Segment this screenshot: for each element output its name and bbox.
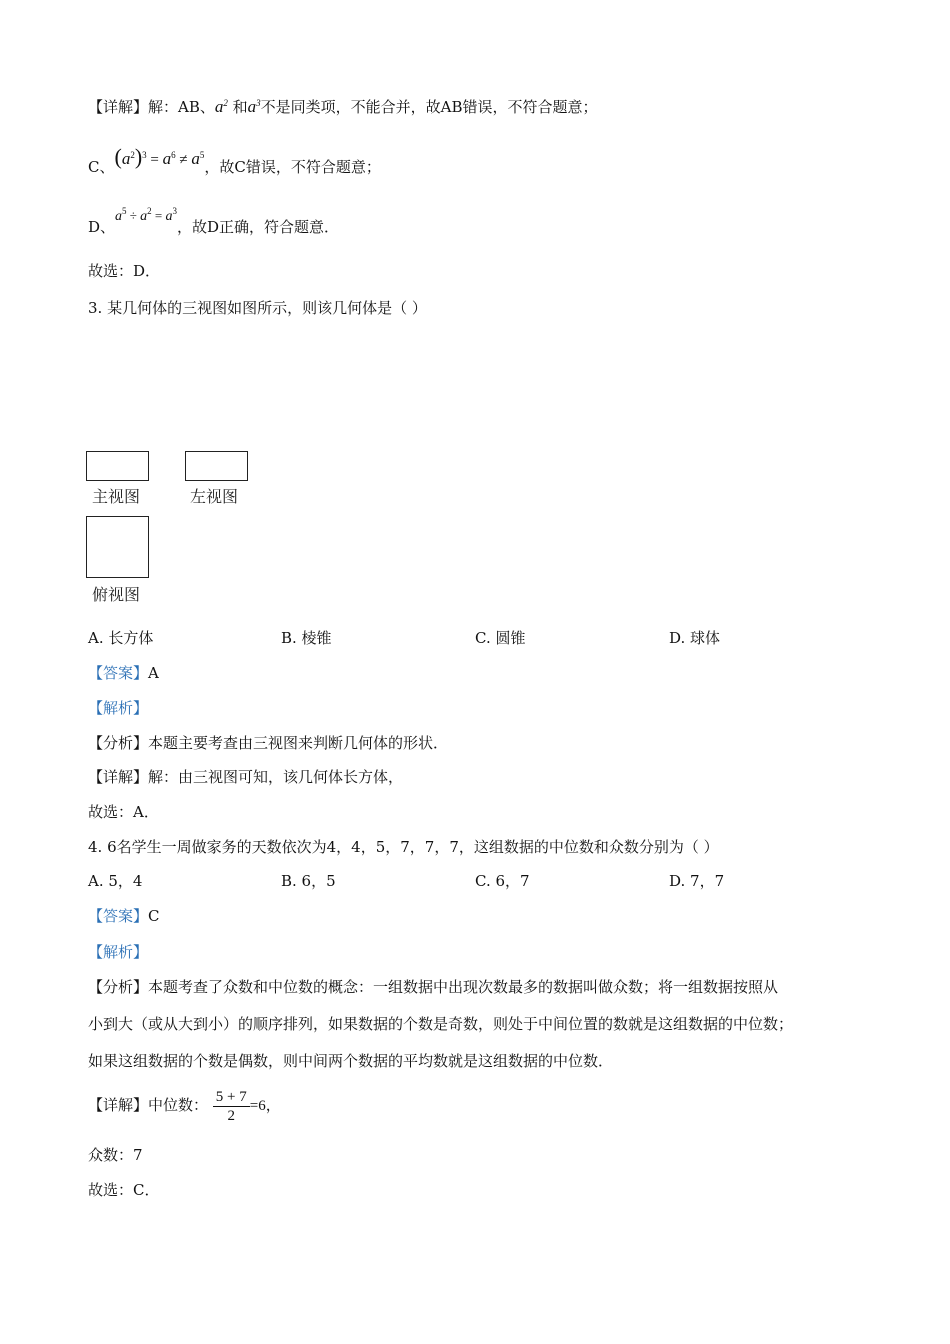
- q3-option-c: C. 圆锥: [475, 629, 526, 647]
- q4-answer-line: [88, 905, 160, 927]
- q4-detail-prefix: 【详解】中位数：: [88, 1096, 209, 1114]
- q4-option-b: B. 6，5: [281, 872, 336, 890]
- q2-option-c-suffix: ，故C错误，不符合题意；: [204, 158, 381, 176]
- q2-detail-line2: [88, 144, 381, 179]
- top-view-caption: 俯视图: [92, 585, 141, 604]
- q2-detail-line1: [88, 92, 598, 118]
- math-a2: $a^2$: [214, 97, 228, 116]
- q4-option-d: D. 7，7: [669, 872, 725, 890]
- front-view-rectangle: [86, 451, 149, 481]
- fraction-result: =6，: [249, 1098, 281, 1114]
- fraction-numerator: 5 + 7: [213, 1088, 250, 1107]
- math-division-expr: $a^5 \div a^2 = a^3$: [115, 206, 178, 224]
- fraction-denominator: 2: [227, 1107, 236, 1124]
- q3-analysis: 【分析】本题主要考查由三视图来判断几何体的形状．: [88, 734, 449, 752]
- q2-detail-text-c: 不是同类项，不能合并，故AB错误，不符合题意；: [260, 98, 598, 116]
- q4-mode: 众数：7: [88, 1146, 143, 1164]
- q2-option-c-prefix: C、: [88, 158, 115, 176]
- q4-analysis-line3: 如果这组数据的个数是偶数，则中间两个数据的平均数就是这组数据的中位数．: [88, 1052, 614, 1070]
- median-fraction: [213, 1088, 250, 1125]
- q2-option-d-prefix: D、: [88, 218, 116, 236]
- q4-option-a: A. 5，4: [88, 872, 143, 890]
- front-view-caption: 主视图: [92, 487, 141, 506]
- q4-analysis-line2: 小到大（或从大到小）的顺序排列，如果数据的个数是奇数，则处于中间位置的数就是这组数据的中位数；: [88, 1015, 794, 1033]
- q4-analysis-line1: 【分析】本题考查了众数和中位数的概念：一组数据中出现次数最多的数据叫做众数；将一组数据按照从: [88, 978, 779, 996]
- q2-detail-text-a: 【详解】解：AB、: [88, 98, 215, 116]
- q2-detail-line3: [88, 206, 340, 240]
- q3-answer-label: 【答案】: [88, 664, 149, 682]
- q3-analysis-label: 【解析】: [88, 699, 149, 717]
- q3-answer-line: [88, 662, 159, 684]
- q2-option-d-suffix: ，故D正确，符合题意．: [177, 218, 340, 236]
- left-view-caption: 左视图: [190, 487, 239, 506]
- top-view-square: [86, 516, 149, 578]
- q3-question: 3. 某几何体的三视图如图所示，则该几何体是（ ）: [88, 299, 427, 317]
- q3-option-a: A. 长方体: [88, 629, 154, 647]
- q2-detail-text-b: 和: [232, 98, 248, 116]
- math-power-expr: $(a^2)^3 = a^6 \ne a^5$: [114, 144, 205, 169]
- q3-option-d: D. 球体: [669, 629, 721, 647]
- q3-detail: 【详解】解：由三视图可知，该几何体长方体，: [88, 768, 404, 786]
- math-a3: $a^3$: [247, 97, 261, 116]
- q4-question: 4. 6名学生一周做家务的天数依次为4，4，5，7，7，7，这组数据的中位数和众数分别为（ ）: [88, 838, 719, 856]
- q3-option-b: B. 棱锥: [281, 629, 332, 647]
- q4-option-c: C. 6，7: [475, 872, 530, 890]
- q4-conclusion: 故选：C．: [88, 1181, 160, 1199]
- q4-answer-label: 【答案】: [88, 907, 149, 925]
- q3-answer-value: A: [148, 664, 159, 682]
- left-view-rectangle: [185, 451, 248, 481]
- q4-answer-value: C: [148, 907, 160, 925]
- q2-conclusion: 故选：D．: [88, 262, 161, 280]
- q4-analysis-label: 【解析】: [88, 943, 149, 961]
- q3-conclusion: 故选：A．: [88, 803, 159, 821]
- q4-detail-line: [88, 1085, 281, 1126]
